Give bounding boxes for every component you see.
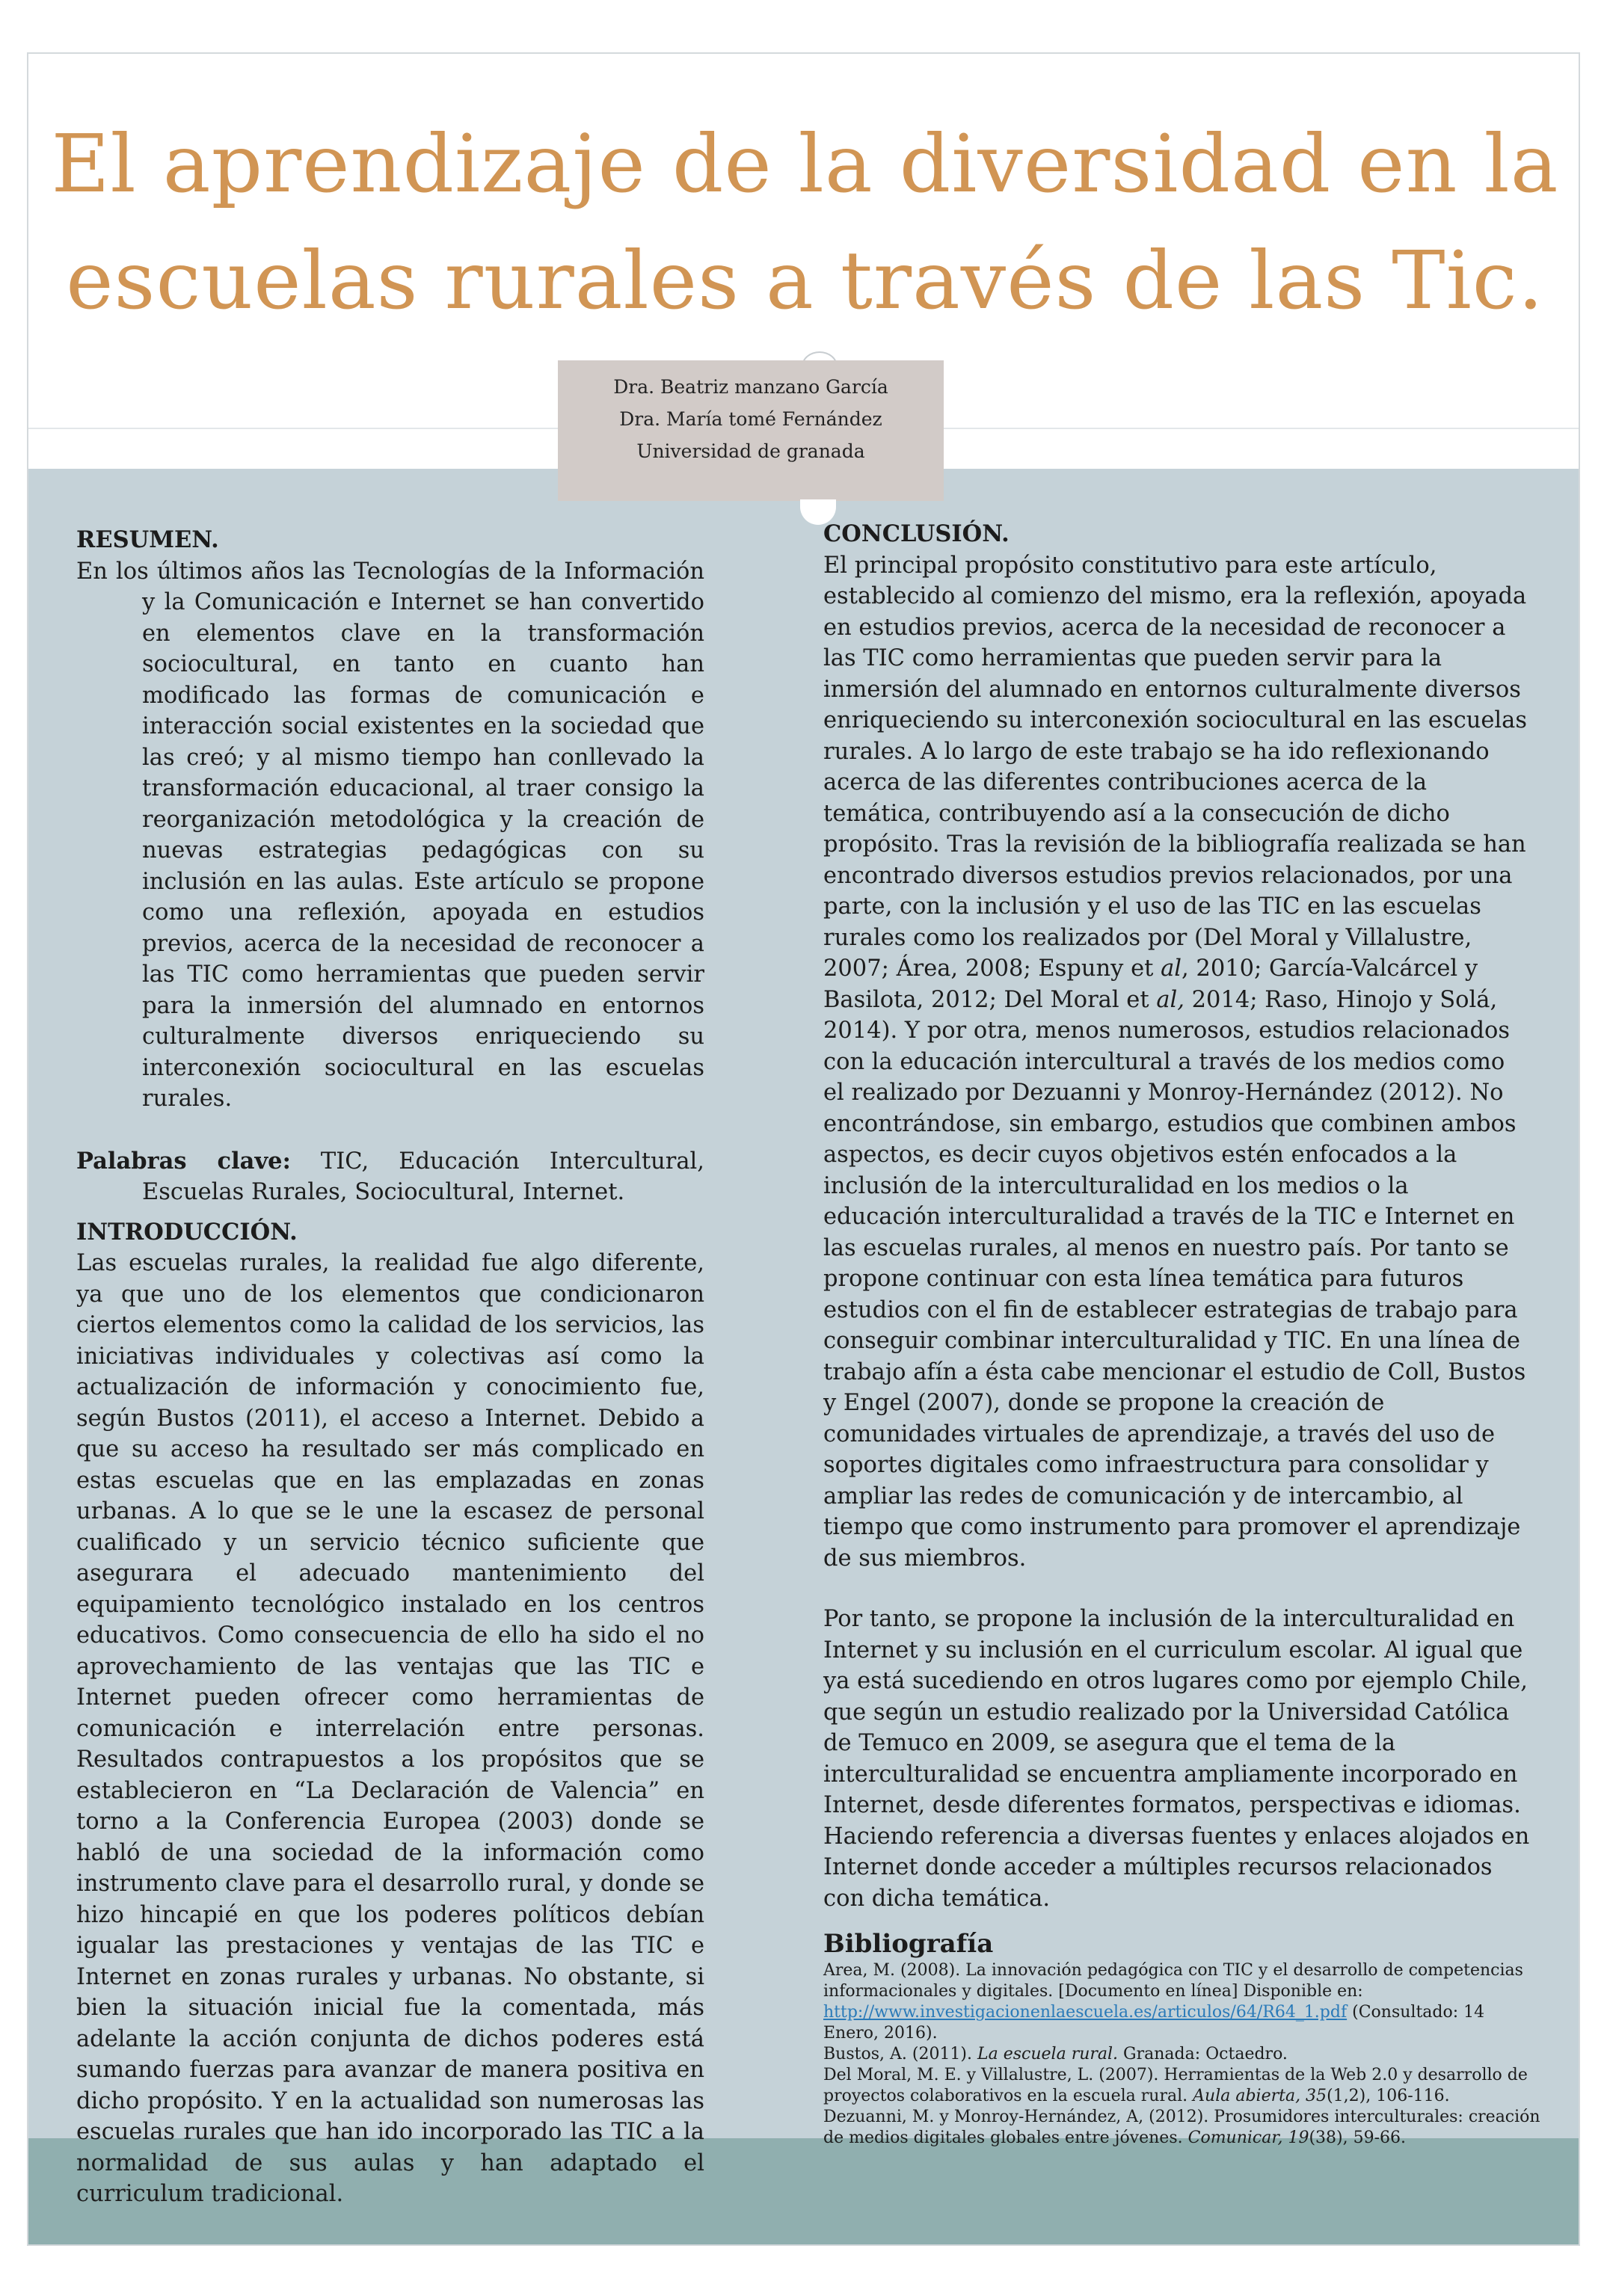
- bib-entry-1: Area, M. (2008). La innovación pedagógica con TIC y el desarrollo de competencias informacionales y digitales. [Documento en línea] Disponible en: http://www.investigacionenlaescuela.es/articulos/64/R64_1.pdf (Consultado: 14 Enero, 2016).: [823, 1961, 1523, 2043]
- conclusion-heading: CONCLUSIÓN.: [823, 520, 1010, 547]
- conclusion-text-b: , 2010; García-Valcárcel y Basilota, 2012; Del Moral et: [823, 955, 1478, 1013]
- right-column: [823, 519, 1540, 2149]
- title-line-2: escuelas rurales a través de las Tic.: [66, 235, 1544, 327]
- bib-entry-4: Dezuanni, M. y Monroy-Hernández, A, (2012). Prosumidores interculturales: creación de medios digitales globales entre jóvenes. Comunicar, 19(38), 59-66.: [823, 2108, 1540, 2147]
- author-2: Dra. María tomé Fernández: [619, 408, 882, 430]
- conclusion-text-c: 2014; Raso, Hinojo y Solá, 2014). Y por otra, menos numerosos, estudios relacionados con la educación intercultural a través de los medios como el realizado por Dezuanni y Monroy-Hernández (2012). No encontrándose, sin embargo, estudios que combinen ambos aspectos, es decir cuyos objetivos estén enfocados a la inclusión de la interculturalidad en los medios o la educación interculturalidad a través de la TIC e Internet en las escuelas rurales, al menos en nuestro país. Por tanto se propone continuar con esta línea temática para futuros estudios con el fin de establecer estrategias de trabajo para conseguir combinar interculturalidad y TIC. En una línea de trabajo afín a ésta cabe mencionar el estudio de Coll, Bustos y Engel (2007), donde se propone la creación de comunidades virtuales de aprendizaje, a través del uso de soportes digitales como infraestructura para consolidar y ampliar las redes de comunicación y de intercambio, al tiempo que como instrumento para promover el aprendizaje de sus miembros.: [823, 986, 1526, 1572]
- bibliografia-list: [823, 1960, 1541, 2149]
- bib-entry-2: Bustos, A. (2011). La escuela rural. Granada: Octaedro.: [823, 2045, 1288, 2063]
- author-1: Dra. Beatriz manzano García: [613, 376, 888, 398]
- bib-entry-3: Del Moral, M. E. y Villalustre, L. (2007). Herramientas de la Web 2.0 y desarrollo de proyectos colaborativos en la escuela rural. Aula abierta, 35(1,2), 106-116.: [823, 2066, 1528, 2105]
- conclusion-paragraph-2: Por tanto, se propone la inclusión de la interculturalidad en Internet y su inclusión en el curriculum escolar. Al igual que ya está sucediendo en otros lugares como por ejemplo Chile, que según un estudio realizado por la Universidad Católica de Temuco en 2009, se asegura que el tema de la interculturalidad se encuentra ampliamente incorporado en Internet, desde diferentes formatos, perspectivas e idiomas. Haciendo referencia a diversas fuentes y enlaces alojados en Internet donde acceder a múltiples recursos relacionados con dicha temática.: [823, 1606, 1530, 1912]
- resumen-heading: RESUMEN.: [76, 526, 219, 553]
- et-al-2: al,: [1156, 986, 1184, 1013]
- keywords: [76, 1146, 704, 1208]
- poster-title: [28, 106, 1580, 339]
- resumen-text: En los últimos años las Tecnologías de la Información y la Comunicación e Internet se han convertido en elementos clave en la transformación sociocultural, en tanto en cuanto han modificado las formas de comunicación e interacción social existentes en la sociedad que las creó; y al mismo tiempo han conllevado la transformación educacional, al traer consigo la reorganización metodológica y la creación de nuevas estrategias pedagógicas con su inclusión en las aulas. Este artículo se propone como una reflexión, apoyada en estudios previos, acerca de la necesidad de reconocer a las TIC como herramientas que pueden servir para la inmersión del alumnado en entornos culturalmente diversos enriqueciendo su interconexión sociocultural en las escuelas rurales.: [76, 558, 704, 1112]
- affiliation: Universidad de granada: [636, 440, 865, 462]
- bib-link[interactable]: http://www.investigacionenlaescuela.es/articulos/64/R64_1.pdf: [823, 2003, 1348, 2022]
- et-al-1: al: [1161, 955, 1182, 982]
- left-column: [76, 525, 704, 2210]
- conclusion-text-a: El principal propósito constitutivo para este artículo, establecido al comienzo del mismo, era la reflexión, apoyada en estudios previos, acerca de la necesidad de reconocer a las TIC como herramientas que pueden servir para la inmersión del alumnado en entornos culturalmente diversos enriqueciendo su interconexión sociocultural en las escuelas rurales. A lo largo de este trabajo se ha ido reflexionando acerca de las diferentes contribuciones acerca de la temática, contribuyendo así a la consecución de dicho propósito. Tras la revisión de la bibliografía realizada se han encontrado diversos estudios previos relacionados, por una parte, con la inclusión y el uso de las TIC en las escuelas rurales como los realizados por (Del Moral y Villalustre, 2007; Área, 2008; Espuny et: [823, 552, 1527, 982]
- bibliografia-heading: Bibliografía: [823, 1929, 994, 1959]
- poster-frame: [27, 52, 1580, 2246]
- introduccion-heading: INTRODUCCIÓN.: [76, 1218, 298, 1246]
- introduccion-text: Las escuelas rurales, la realidad fue algo diferente, ya que uno de los elementos que condicionaron ciertos elementos como la calidad de los servicios, las iniciativas individuales y colectivas así como la actualización de información y conocimiento fue, según Bustos (2011), el acceso a Internet. Debido a que su acceso ha resultado ser más complicado en estas escuelas que en las emplazadas en zonas urbanas. A lo que se le une la escasez de personal cualificado y un servicio técnico suficiente que asegurara el adecuado mantenimiento del equipamiento tecnológico instalado en los centros educativos. Como consecuencia de ello ha sido el no aprovechamiento de las ventajas que las TIC e Internet pueden ofrecer como herramientas de comunicación e interrelación entre personas. Resultados contrapuestos a los propósitos que se establecieron en “La Declaración de Valencia” en torno a la Conferencia Europea (2003) donde se habló de una sociedad de la información como instrumento clave para el desarrollo rural, y donde se hizo hincapié en que los poderes políticos debían igualar las prestaciones y ventajas de las TIC e Internet en zonas rurales y urbanas. No obstante, si bien la situación inicial fue la comentada, más adelante la acción conjunta de dichos poderes está sumando fuerzas para avanzar de manera positiva en dicho propósito. Y en la actualidad son numerosas las escuelas rurales que han ido incorporado las TIC a la normalidad de sus aulas y han adaptado el curriculum tradicional.: [76, 1250, 704, 2207]
- title-line-1: El aprendizaje de la diversidad en la: [51, 118, 1559, 211]
- keywords-label: Palabras clave:: [76, 1147, 291, 1175]
- conclusion-paragraph-1: [823, 550, 1530, 1575]
- keywords-text: TIC, Educación Intercultural, Escuelas Rurales, Sociocultural, Internet.: [142, 1148, 704, 1205]
- authors-box: [558, 360, 944, 501]
